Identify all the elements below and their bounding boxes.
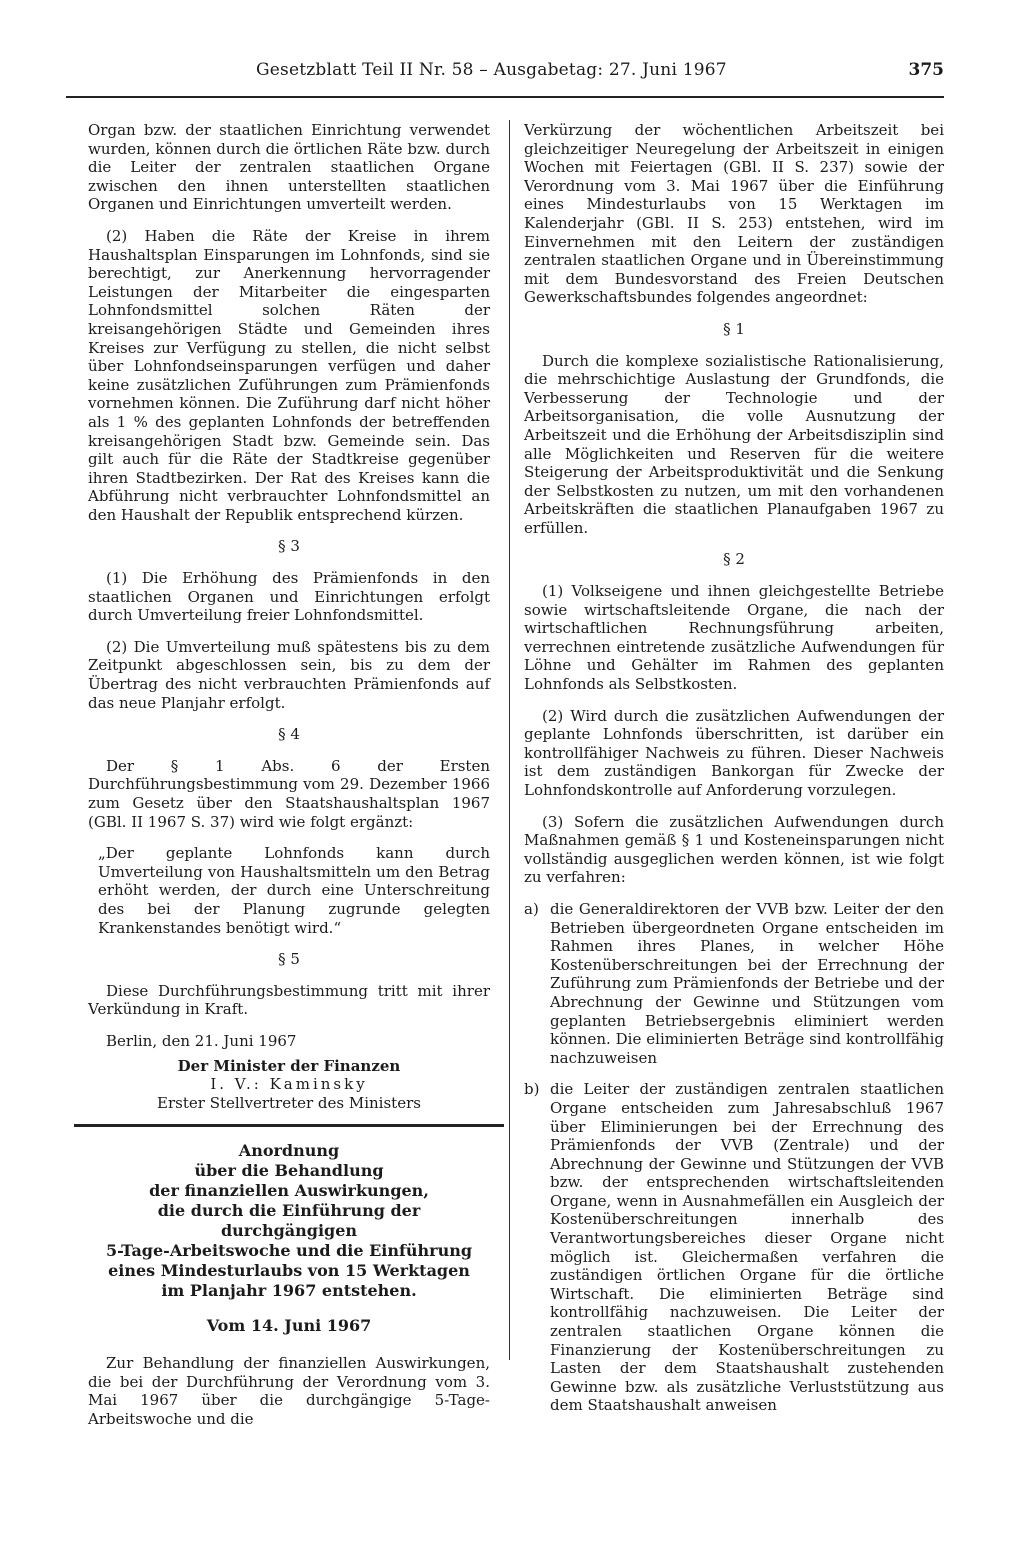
ordinance-date: Vom 14. Juni 1967 bbox=[206, 1316, 372, 1336]
paragraph: Der § 1 Abs. 6 der Ersten Durchführungsbestimmung vom 29. Dezember 1966 zum Gesetz über den Staatshaushaltsplan 1967 (GBl. II 1967 S. 37) wird wie folgt ergänzt: bbox=[88, 756, 490, 831]
paragraph: (1) Die Erhöhung des Prämienfonds in den staatlichen Organen und Einrichtungen erfolgt durch Umverteilung freier Lohnfondsmittel. bbox=[88, 569, 490, 625]
paragraph: (3) Sofern die zusätzlichen Aufwendungen durch Maßnahmen gemäß § 1 und Kosteneinsparungen nicht vollständig ausgeglichen werden können, ist wie folgt zu verfahren: bbox=[524, 812, 944, 887]
title-line: eines Mindesturlaubs von 15 Werktagen bbox=[108, 1261, 470, 1281]
section-heading: § 4 bbox=[278, 725, 300, 744]
page-header bbox=[66, 60, 944, 84]
title-line: die durch die Einführung der durchgängigen bbox=[157, 1201, 421, 1241]
section-heading: § 2 bbox=[723, 550, 745, 569]
title-line: der finanziellen Auswirkungen, bbox=[149, 1181, 429, 1201]
list-label: b) bbox=[524, 1080, 540, 1099]
section-heading: § 5 bbox=[278, 950, 300, 969]
header-rule bbox=[66, 96, 944, 98]
title-line: über die Behandlung bbox=[194, 1161, 384, 1181]
ordinance-title bbox=[88, 1141, 490, 1301]
signature-role: Erster Stellvertreter des Ministers bbox=[157, 1093, 421, 1112]
paragraph: Verkürzung der wöchentlichen Arbeitszeit bei gleichzeitiger Neuregelung der Arbeitszeit in einigen Wochen mit Feiertagen (GBl. II S. 237) sowie der Verordnung vom 3. Mai 1967 über die Einführung eines Mindesturlaubs von 15 Werktagen im Kalenderjahr (GBl. II S. 253) entstehen, wird im Einvernehmen mit den Leitern der zuständigen zentralen staatlichen Organe und in Übereinstimmung mit dem Bundesvorstand des Freien Deutschen Gewerkschaftsbundes folgendes angeordnet: bbox=[524, 121, 944, 307]
list-label: a) bbox=[524, 899, 539, 918]
signature-title: Der Minister der Finanzen bbox=[177, 1056, 401, 1075]
title-line: Anordnung bbox=[238, 1141, 340, 1161]
paragraph: (2) Wird durch die zusätzlichen Aufwendungen der geplante Lohnfonds überschritten, ist darüber ein kontrollfähiger Nachweis zu führen. Dieser Nachweis ist dem zuständigen Bankorgan für Zwecke der Lohnfondskontrolle auf Anforderung vorzulegen. bbox=[524, 706, 944, 799]
paragraph: Diese Durchführungsbestimmung tritt mit ihrer Verkündung in Kraft. bbox=[88, 981, 490, 1019]
separator-rule bbox=[74, 1124, 504, 1127]
right-column bbox=[524, 121, 944, 1428]
section-heading: § 1 bbox=[723, 319, 745, 338]
title-line: 5-Tage-Arbeitswoche und die Einführung bbox=[105, 1241, 473, 1261]
page-number: 375 bbox=[908, 60, 944, 80]
list-item bbox=[524, 1080, 944, 1415]
title-line: im Planjahr 1967 entstehen. bbox=[161, 1281, 417, 1301]
left-column bbox=[88, 121, 490, 1441]
list-text: die Generaldirektoren der VVB bzw. Leiter der den Betrieben übergeordneten Organe entscheiden im Rahmen ihres Planes, in welcher Höhe Kostenüberschreitungen bei der Errechnung der Zuführung zum Prämienfonds der Betriebe und der Abrechnung der Gewinne und Stützungen vom geplanten Betriebsergebnis eliminiert werden können. Die eliminierten Beträge sind kontrollfähig nachzuweisen bbox=[550, 899, 944, 1067]
signature-name: I. V.: Kaminsky bbox=[210, 1075, 368, 1094]
column-divider bbox=[509, 120, 510, 1360]
paragraph: Organ bzw. der staatlichen Einrichtung verwendet wurden, können durch die örtlichen Räte bzw. durch die Leiter der zentralen staatlichen Organe zwischen den ihnen unterstellten staatlichen Organen und Einrichtungen umverteilt werden. bbox=[88, 121, 490, 214]
list-item bbox=[524, 900, 944, 1067]
paragraph: Durch die komplexe sozialistische Rationalisierung, die mehrschichtige Auslastung der Grundfonds, die Verbesserung der Technologie und der Arbeitsorganisation, die volle Ausnutzung der Arbeitszeit und die Erhöhung der Arbeitsdisziplin sind alle Möglichkeiten und Reserven für die weitere Steigerung der Arbeitsproduktivität und die Senkung der Selbstkosten zu nutzen, um mit den vorhandenen Arbeitskräften die staatlichen Planaufgaben 1967 zu erfüllen. bbox=[524, 351, 944, 537]
paragraph: Zur Behandlung der finanziellen Auswirkungen, die bei der Durchführung der Verordnung vom 3. Mai 1967 über die durchgängige 5-Tage-Arbeitswoche und die bbox=[88, 1353, 490, 1428]
section-heading: § 3 bbox=[278, 537, 300, 556]
place-date: Berlin, den 21. Juni 1967 bbox=[106, 1031, 297, 1050]
paragraph: (2) Haben die Räte der Kreise in ihrem Haushaltsplan Einsparungen im Lohnfonds, sind sie berechtigt, zur Anerkennung hervorragender Leistungen der Mitarbeiter die eingesparten Lohnfondsmittel solchen Räten der kreisangehörigen Städte und Gemeinden ihres Kreises zur Verfügung zu stellen, die nicht selbst über Lohnfondseinsparungen verfügen und daher keine zusätzlichen Zuführungen zum Prämienfonds vornehmen können. Die Zuführung darf nicht höher als 1 % des geplanten Lohnfonds der betreffenden kreisangehörigen Stadt bzw. Gemeinde sein. Das gilt auch für die Räte der Stadtkreise gegenüber ihren Stadtbezirken. Der Rat des Kreises kann die Abführung nicht verbrauchter Lohnfondsmittel an den Haushalt der Republik entsprechend kürzen. bbox=[88, 226, 490, 524]
list-text: die Leiter der zuständigen zentralen staatlichen Organe entscheiden zum Jahresabschluß 1967 über Eliminierungen bei der Errechnung des Prämienfonds der VVB (Zentrale) und der Abrechnung der Gewinne und Stützungen der VVB bzw. der entsprechenden wirtschaftsleitenden Organe, wenn in Ausnahmefällen ein Ausgleich der Kostenüberschreitungen innerhalb des Verantwortungsbereiches dieser Organe nicht möglich ist. Gleichermaßen verfahren die zuständigen örtlichen Organe für die örtliche Wirtschaft. Die eliminierten Beträge sind kontrollfähig nachzuweisen. Die Leiter der zentralen staatlichen Organe können die Finanzierung der Kostenüberschreitungen zu Lasten der dem Staatshaushalt zustehenden Gewinne bzw. als zusätzliche Verluststützung aus dem Staatshaushalt anweisen bbox=[550, 1080, 944, 1415]
quotation: „Der geplante Lohnfonds kann durch Umverteilung von Haushaltsmitteln um den Betrag erhöht werden, der durch eine Unterschreitung des bei der Planung zugrunde gelegten Krankenstandes benötigt wird.“ bbox=[98, 844, 490, 937]
paragraph: (1) Volkseigene und ihnen gleichgestellte Betriebe sowie wirtschaftsleitende Organe, die nach der wirtschaftlichen Rechnungsführung arbeiten, verrechnen eintretende zusätzliche Aufwendungen für Löhne und Gehälter im Rahmen des geplanten Lohnfonds als Selbstkosten. bbox=[524, 582, 944, 694]
header-title: Gesetzblatt Teil II Nr. 58 – Ausgabetag: 27. Juni 1967 bbox=[256, 60, 727, 80]
paragraph: (2) Die Umverteilung muß spätestens bis zu dem Zeitpunkt abgeschlossen sein, bis zu dem der Übertrag des nicht verbrauchten Prämienfonds auf das neue Planjahr erfolgt. bbox=[88, 637, 490, 712]
